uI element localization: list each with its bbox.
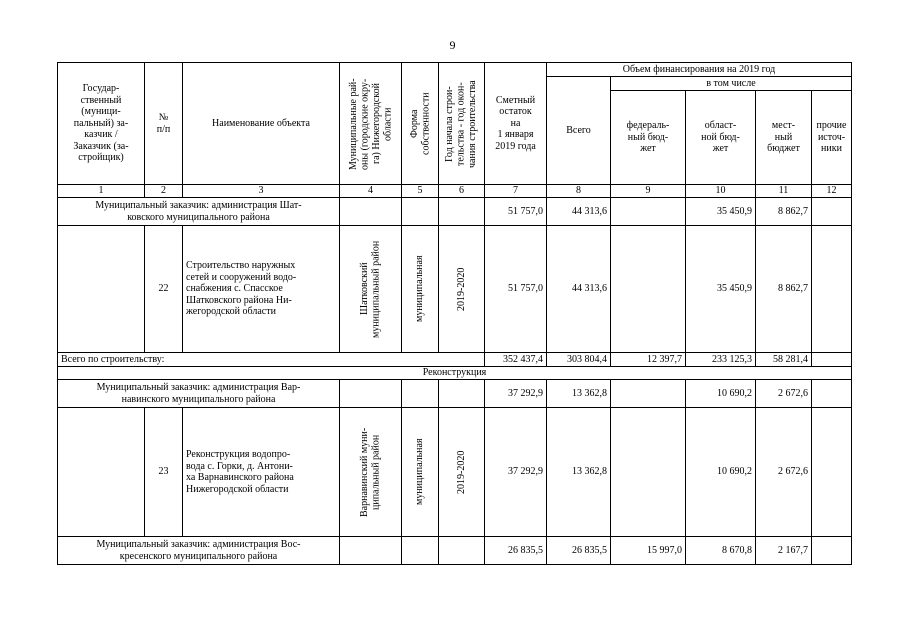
estimate-balance-cell: 51 757,0 (485, 226, 547, 353)
federal-cell (611, 226, 686, 353)
column-number: 1 (58, 185, 145, 198)
column-number: 6 (439, 185, 485, 198)
financing-table (57, 62, 852, 565)
column-number: 4 (340, 185, 402, 198)
federal-cell: 15 997,0 (611, 537, 686, 565)
column-number: 9 (611, 185, 686, 198)
federal-cell (611, 198, 686, 226)
object-district: Шатковский муниципальный район (359, 240, 382, 338)
federal-cell: 12 397,7 (611, 353, 686, 367)
object-ownership: муниципальная (414, 438, 426, 506)
other-cell (812, 380, 852, 408)
other-cell (812, 408, 852, 537)
total-cell: 13 362,8 (547, 408, 611, 537)
section-row-reconstruction (58, 367, 852, 380)
column-number: 2 (145, 185, 183, 198)
object-number: 23 (145, 408, 183, 537)
customer-row-varnavino (58, 380, 852, 408)
section-title: Реконструкция (58, 367, 852, 380)
total-construction-row (58, 353, 852, 367)
object-row-23 (58, 408, 852, 537)
local-cell: 2 672,6 (756, 408, 812, 537)
page-number: 9 (449, 38, 456, 52)
regional-cell: 35 450,9 (686, 226, 756, 353)
column-number: 5 (402, 185, 439, 198)
header-other-sources: прочие источ- ники (812, 91, 852, 185)
header-including: в том числе (611, 77, 852, 91)
column-number: 10 (686, 185, 756, 198)
estimate-balance-cell: 26 835,5 (485, 537, 547, 565)
object-name: Реконструкция водопро- вода с. Горки, д. Антони- ха Варнавинского района Нижегородской области (183, 408, 340, 537)
header-regional-budget: област- ной бюд- жет (686, 91, 756, 185)
column-number: 11 (756, 185, 812, 198)
customer-row-voskresenskoe (58, 537, 852, 565)
header-number: № п/п (145, 63, 183, 185)
federal-cell (611, 380, 686, 408)
local-cell: 8 862,7 (756, 226, 812, 353)
total-cell: 44 313,6 (547, 198, 611, 226)
total-cell: 44 313,6 (547, 226, 611, 353)
column-numbers-row (58, 185, 852, 198)
regional-cell: 8 670,8 (686, 537, 756, 565)
other-cell (812, 537, 852, 565)
header-total: Всего (547, 77, 611, 185)
regional-cell: 35 450,9 (686, 198, 756, 226)
header-estimate-balance: Сметный остаток на 1 января 2019 года (485, 63, 547, 185)
header-ownership: Форма собственности (408, 92, 431, 155)
local-cell: 2 167,7 (756, 537, 812, 565)
regional-cell: 233 125,3 (686, 353, 756, 367)
estimate-balance-cell: 352 437,4 (485, 353, 547, 367)
object-years: 2019-2020 (455, 267, 467, 311)
header-years: Год начала строи- тельства - год окон- чания строительства (444, 79, 479, 168)
object-district: Варнавинский муни- ципальный район (359, 427, 382, 517)
customer-label: Муниципальный заказчик: администрация Шат- ковского муниципального района (58, 198, 340, 226)
header-federal-budget: федераль- ный бюд- жет (611, 91, 686, 185)
object-number: 22 (145, 226, 183, 353)
object-years: 2019-2020 (455, 450, 467, 494)
total-cell: 13 362,8 (547, 380, 611, 408)
regional-cell: 10 690,2 (686, 380, 756, 408)
column-number: 12 (812, 185, 852, 198)
header-customer: Государ- ственный (муници- пальный) за- казчик / Заказчик (за- стройщик) (58, 63, 145, 185)
header-district: Муниципальные рай- оны (городские окру- га) Нижегородской области (347, 77, 393, 170)
total-construction-label: Всего по строительству: (58, 353, 485, 367)
header-local-budget: мест- ный бюджет (756, 91, 812, 185)
customer-label: Муниципальный заказчик: администрация Вар- навинского муниципального района (58, 380, 340, 408)
header-funding-title: Объем финансирования на 2019 год (547, 63, 852, 77)
estimate-balance-cell: 51 757,0 (485, 198, 547, 226)
other-cell (812, 198, 852, 226)
customer-row-shatki (58, 198, 852, 226)
local-cell: 58 281,4 (756, 353, 812, 367)
column-number: 7 (485, 185, 547, 198)
estimate-balance-cell: 37 292,9 (485, 408, 547, 537)
local-cell: 2 672,6 (756, 380, 812, 408)
local-cell: 8 862,7 (756, 198, 812, 226)
column-number: 3 (183, 185, 340, 198)
other-cell (812, 353, 852, 367)
object-row-22 (58, 226, 852, 353)
total-cell: 26 835,5 (547, 537, 611, 565)
federal-cell (611, 408, 686, 537)
customer-label: Муниципальный заказчик: администрация Вос- кресенского муниципального района (58, 537, 340, 565)
estimate-balance-cell: 37 292,9 (485, 380, 547, 408)
regional-cell: 10 690,2 (686, 408, 756, 537)
total-cell: 303 804,4 (547, 353, 611, 367)
header-object-name: Наименование объекта (183, 63, 340, 185)
object-ownership: муниципальная (414, 255, 426, 323)
column-number: 8 (547, 185, 611, 198)
object-name: Строительство наружных сетей и сооружений водо- снабжения с. Спасское Шатковского района Ни- жегородской области (183, 226, 340, 353)
other-cell (812, 226, 852, 353)
